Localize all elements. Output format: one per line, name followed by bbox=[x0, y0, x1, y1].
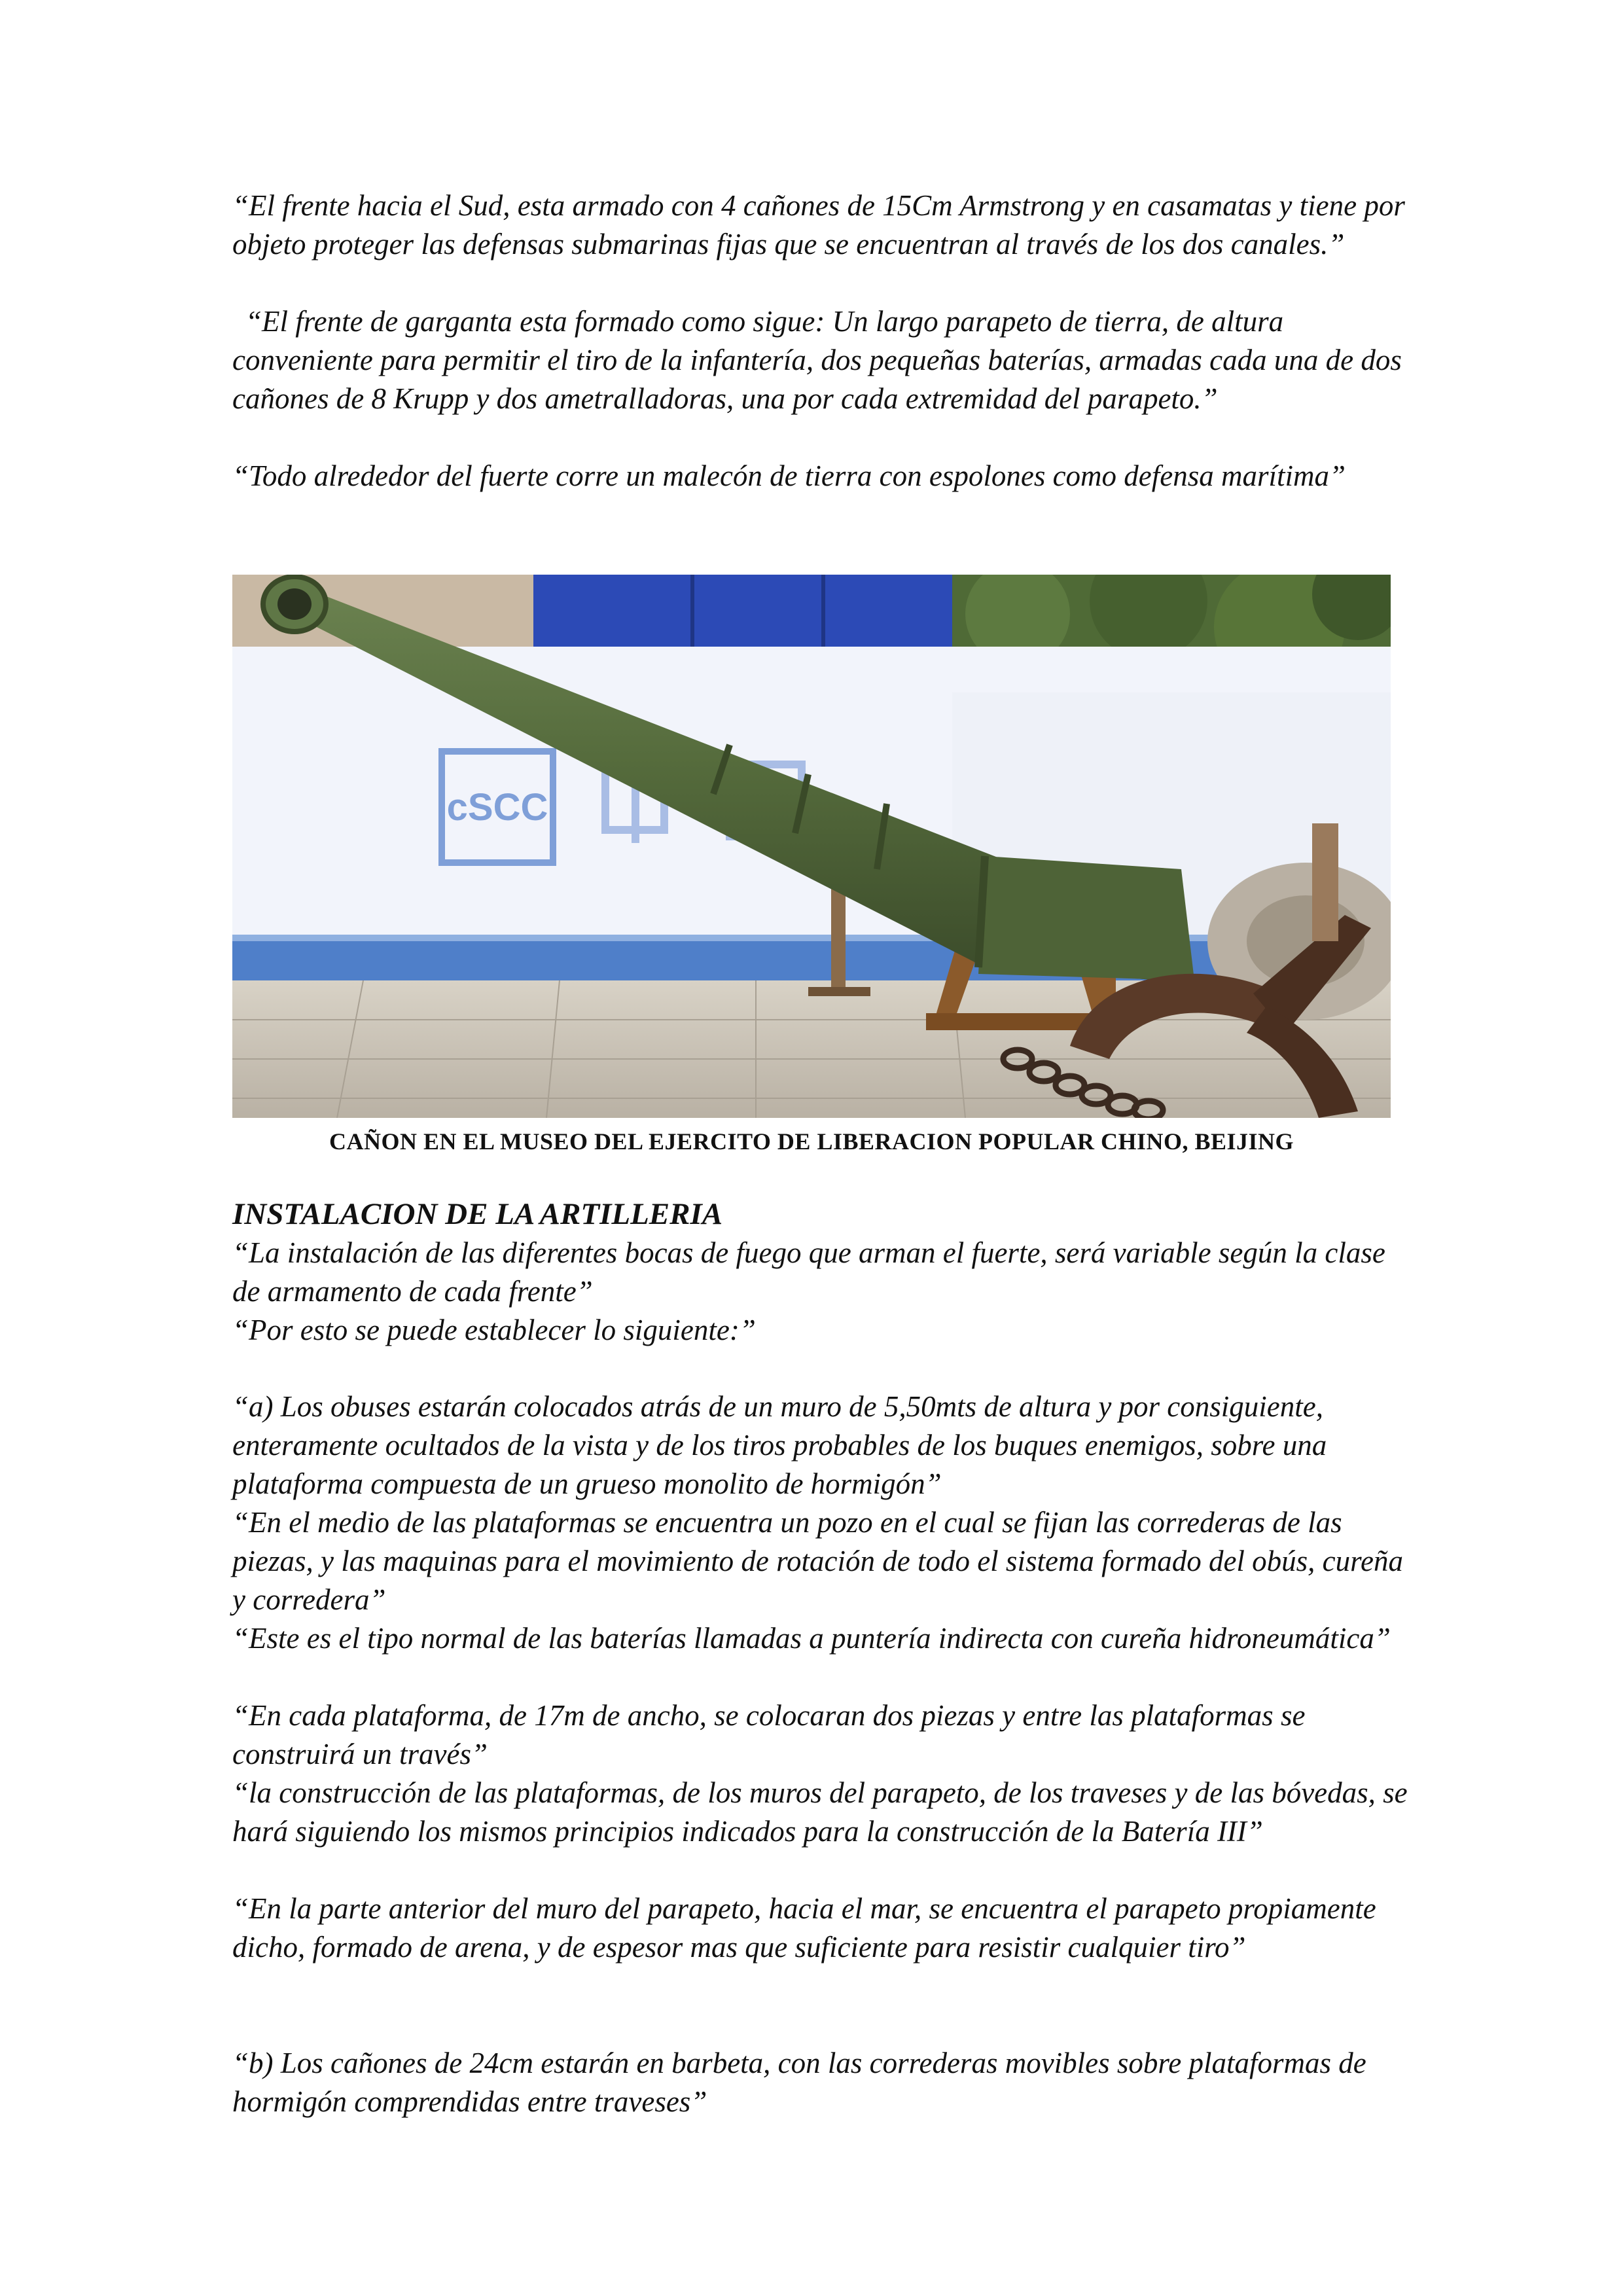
blue-door bbox=[533, 575, 952, 647]
section-paragraph-1: “La instalación de las diferentes bocas de fuego que arman el fuerte, será variable según la clase de armamento de cada frente” bbox=[232, 1236, 1385, 1308]
section-paragraph-4: “En el medio de las plataformas se encuentra un pozo en el cual se fijan las correderas de las piezas, y las maquinas para el movimiento de rotación de todo el sistema formado del obús, cureña y corredera” bbox=[232, 1506, 1403, 1616]
section-paragraph-b: “b) Los cañones de 24cm estarán en barbeta, con las correderas movibles sobre plataformas de hormigón comprendidas entre traveses” bbox=[232, 2047, 1366, 2118]
wall-logo-text: cSCC bbox=[446, 786, 548, 829]
section-paragraph-6: “En cada plataforma, de 17m de ancho, se colocaran dos piezas y entre las plataformas se construirá un través” bbox=[232, 1699, 1306, 1770]
cannon-photo-illustration bbox=[232, 575, 1391, 1118]
section-paragraph-8: “En la parte anterior del muro del parapeto, hacia el mar, se encuentra el parapeto propiamente dicho, formado de arena, y de espesor mas que suficiente para resistir cualquier tiro” bbox=[232, 1892, 1376, 1964]
section-paragraph-7: “la construcción de las plataformas, de los muros del parapeto, de los traveses y de las bóvedas, se hará siguiendo los mismos principios indicados para la construcción de la Batería III” bbox=[232, 1776, 1408, 1848]
photo-caption: CAÑON EN EL MUSEO DEL EJERCITO DE LIBERACION POPULAR CHINO, BEIJING bbox=[329, 1128, 1294, 1155]
section-paragraph-5: “Este es el tipo normal de las baterías llamadas a puntería indirecta con cureña hidroneumática” bbox=[232, 1622, 1391, 1655]
intro-paragraph-3: “Todo alrededor del fuerte corre un malecón de tierra con espolones como defensa marítima” bbox=[232, 459, 1346, 492]
cannon-photo bbox=[232, 575, 1391, 1118]
section-paragraph-a: “a) Los obuses estarán colocados atrás de un muro de 5,50mts de altura y por consiguiente, enteramente ocultados de la vista y de los tiros probables de los buques enemigos, sobre una plataforma compuesta de un grueso monolito de hormigón” bbox=[232, 1390, 1327, 1500]
intro-paragraph-1: “El frente hacia el Sud, esta armado con 4 cañones de 15Cm Armstrong y en casamatas y tiene por objeto proteger las defensas submarinas fijas que se encuentran al través de los dos canales.” bbox=[232, 189, 1405, 260]
section-heading: INSTALACION DE LA ARTILLERIA bbox=[232, 1197, 723, 1231]
section-paragraph-2: “Por esto se puede establecer lo siguiente:” bbox=[232, 1314, 756, 1346]
intro-paragraph-2: “El frente de garganta esta formado como sigue: Un largo parapeto de tierra, de altura conveniente para permitir el tiro de la infantería, dos pequeñas baterías, armadas cada una de dos cañones de 8 Krupp y dos ametralladoras, una por cada extremidad del parapeto.” bbox=[232, 305, 1402, 415]
